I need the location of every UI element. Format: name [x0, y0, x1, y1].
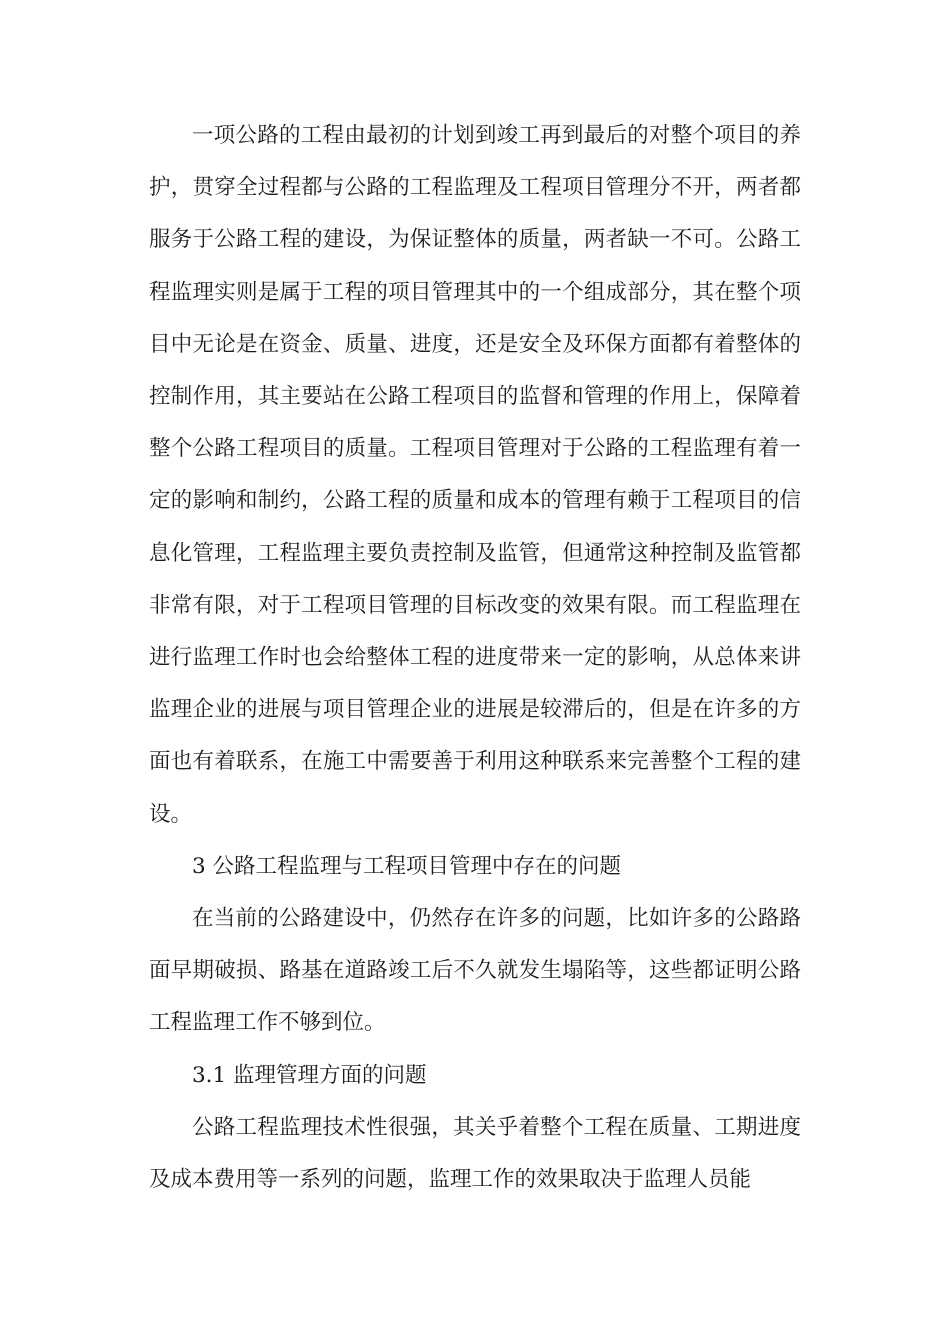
subsection-heading: 3.1 监理管理方面的问题 — [192, 1062, 427, 1088]
body-paragraph: 在当前的公路建设中，仍然存在许多的问题，比如许多的公路路面早期破损、路基在道路竣工后不久就发生塌陷等，这些都证明公路工程监理工作不够到位。 — [149, 906, 801, 1036]
body-paragraph: 公路工程监理技术性很强，其关乎着整个工程在质量、工期进度及成本费用等一系列的问题，监理工作的效果取决于监理人员能 — [149, 1114, 801, 1193]
body-paragraph: 一项公路的工程由最初的计划到竣工再到最后的对整个项目的养护，贯穿全过程都与公路的工程监理及工程项目管理分不开，两者都服务于公路工程的建设，为保证整体的质量，两者缺一不可。公路工程监理实则是属于工程的项目管理其中的一个组成部分，其在整个项目中无论是在资金、质量、进度，还是安全及环保方面都有着整体的控制作用，其主要站在公路工程项目的监督和管理的作用上，保障着整个公路工程项目的质量。工程项目管理对于公路的工程监理有着一定的影响和制约，公路工程的质量和成本的管理有赖于工程项目的信息化管理，工程监理主要负责控制及监管，但通常这种控制及监管都非常有限，对于工程项目管理的目标改变的效果有限。而工程监理在进行监理工作时也会给整体工程的进度带来一定的影响，从总体来讲监理企业的进展与项目管理企业的进展是较滞后的，但是在许多的方面也有着联系，在施工中需要善于利用这种联系来完善整个工程的建设。 — [149, 123, 801, 827]
document-body — [149, 110, 801, 1206]
section-heading: 3 公路工程监理与工程项目管理中存在的问题 — [192, 853, 622, 879]
